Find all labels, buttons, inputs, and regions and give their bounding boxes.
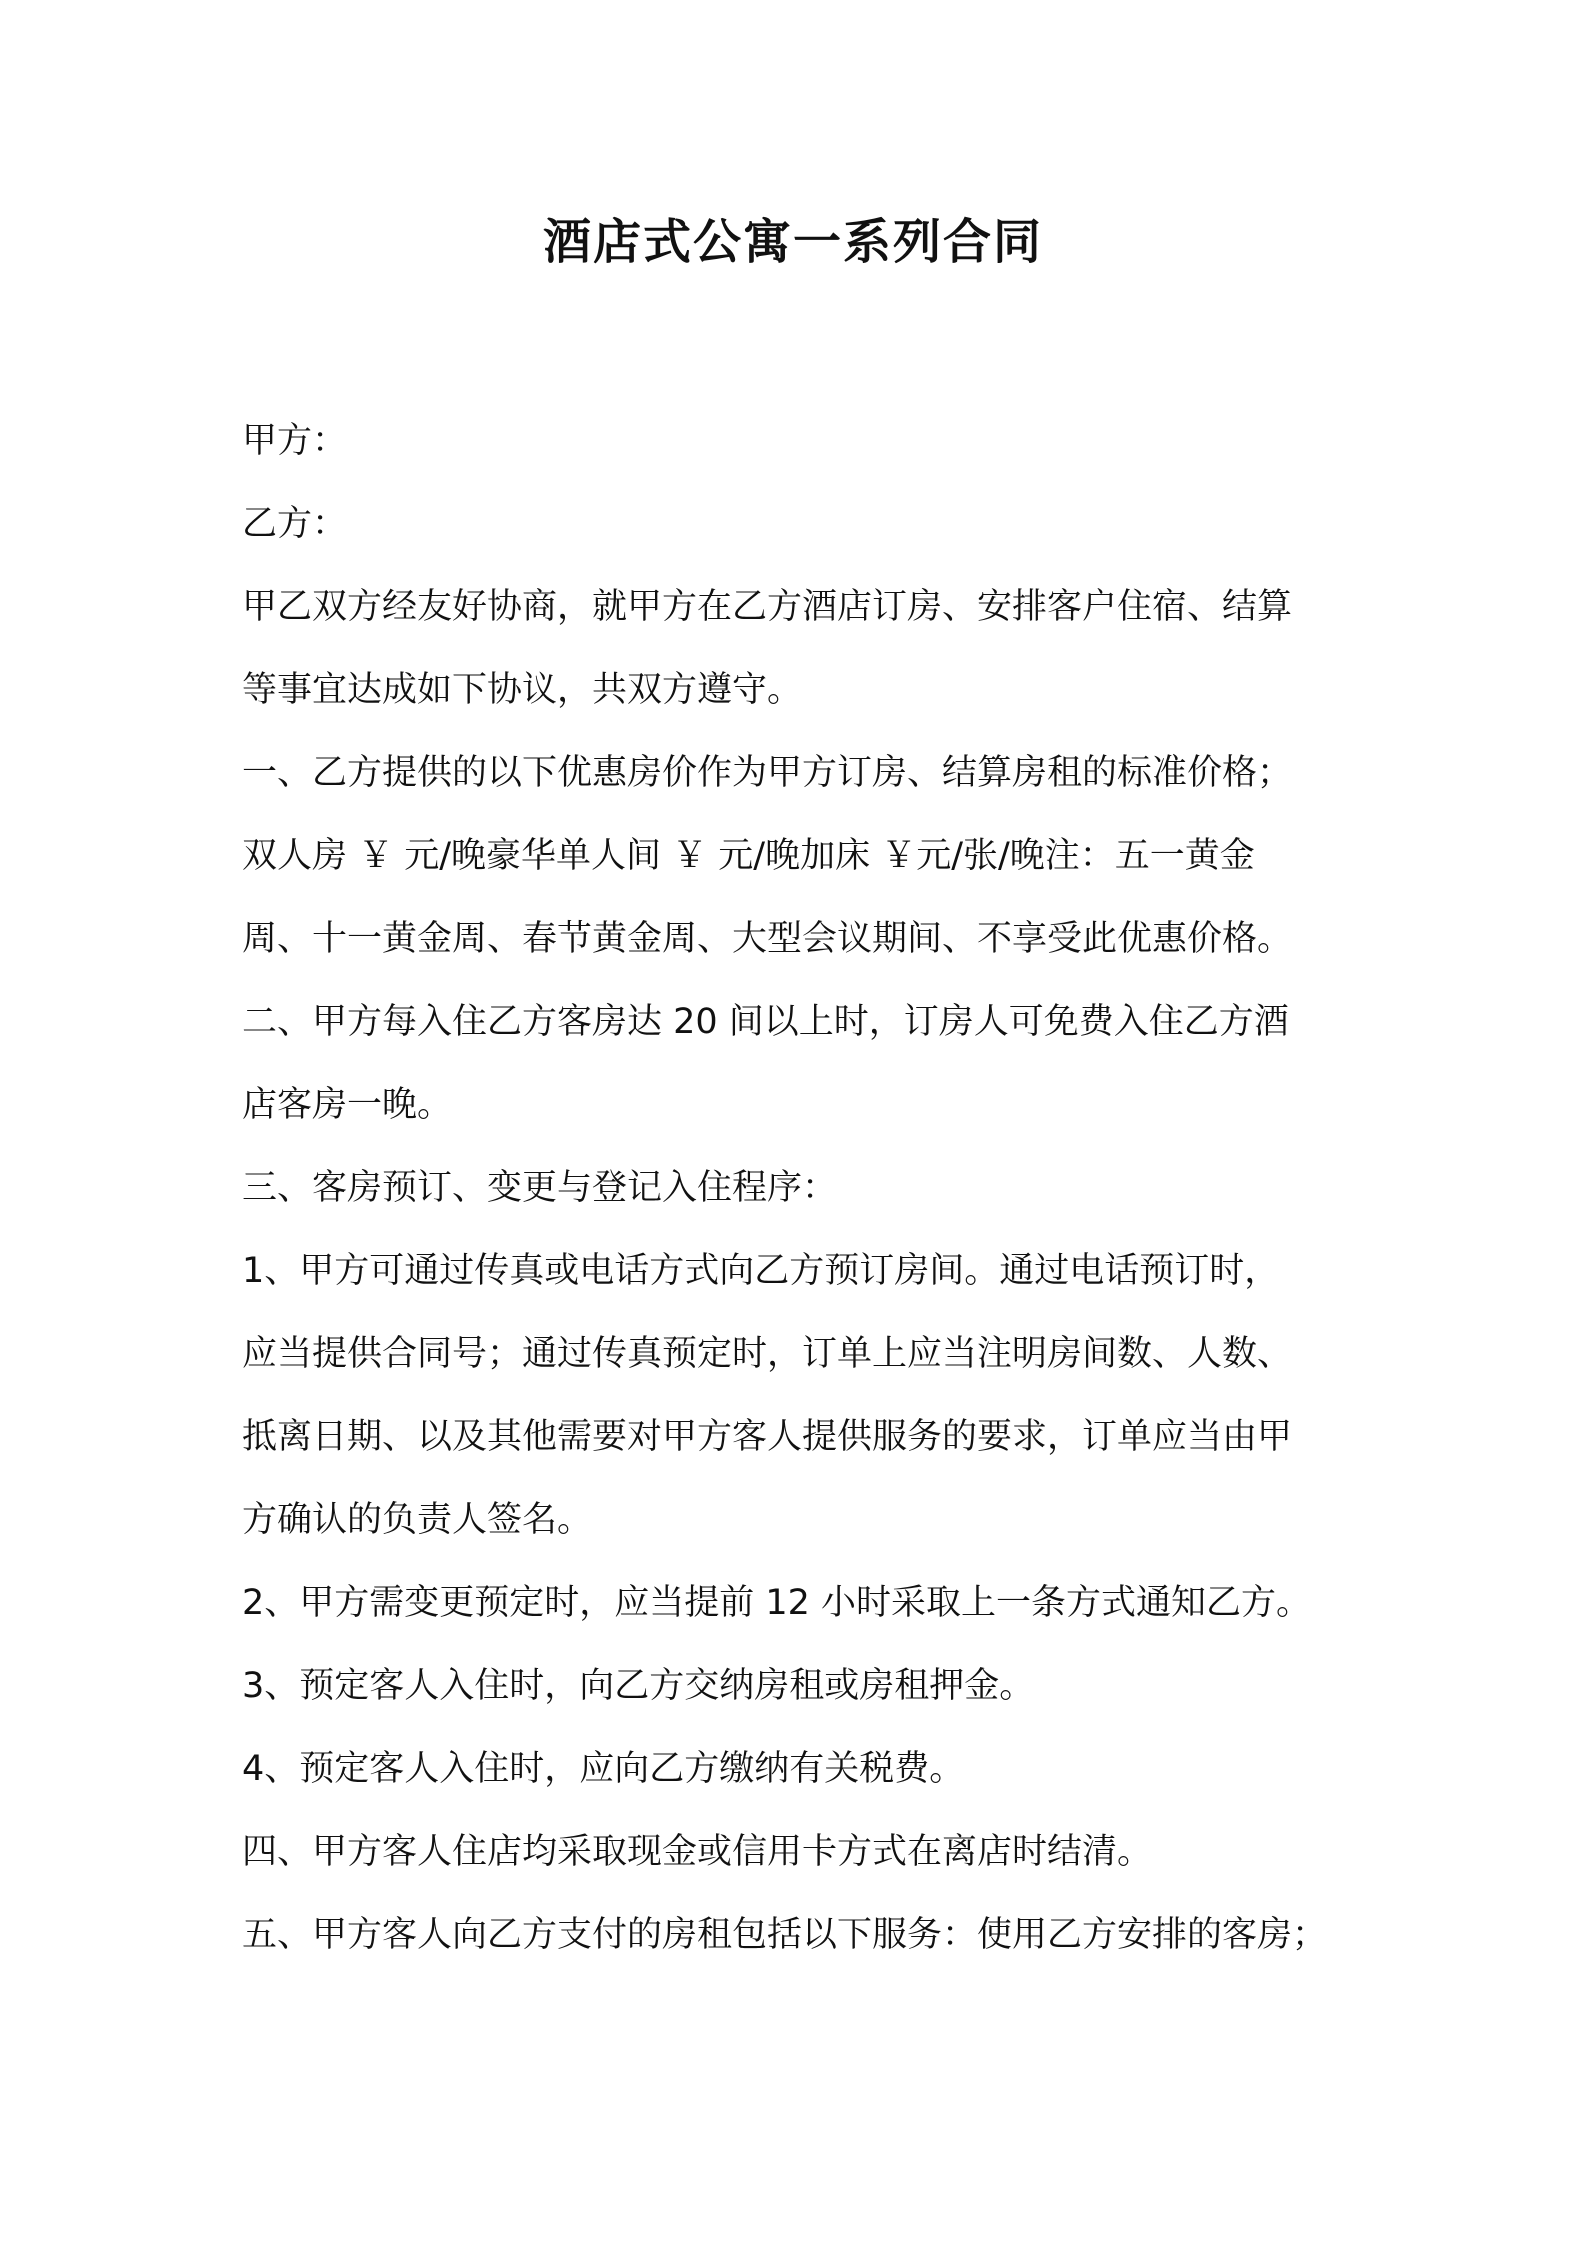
intro-line-1: 甲乙双方经友好协商，就甲方在乙方酒店订房、安排客户住宿、结算 — [242, 587, 1293, 627]
clause-2-line-1: 二、甲方每入住乙方客房达 20 间以上时，订房人可免费入住乙方酒 — [242, 1002, 1289, 1042]
clause-3-item-1-line-2: 应当提供合同号；通过传真预定时，订单上应当注明房间数、人数、 — [242, 1334, 1293, 1374]
clause-1-line-3: 周、十一黄金周、春节黄金周、大型会议期间、不享受此优惠价格。 — [242, 919, 1293, 959]
clause-3-item-3: 3、预定客人入住时，向乙方交纳房租或房租押金。 — [242, 1666, 1035, 1706]
intro-line-2: 等事宜达成如下协议，共双方遵守。 — [242, 670, 803, 710]
clause-1-line-2: 双人房 ￥ 元/晚豪华单人间 ￥ 元/晚加床 ￥元/张/晚注：五一黄金 — [242, 836, 1255, 876]
document-body — [242, 400, 1362, 1977]
clause-3-item-4: 4、预定客人入住时，应向乙方缴纳有关税费。 — [242, 1749, 965, 1789]
document-title: 酒店式公寓一系列合同 — [542, 214, 1043, 270]
clause-3-item-2: 2、甲方需变更预定时，应当提前 12 小时采取上一条方式通知乙方。 — [242, 1583, 1312, 1623]
clause-1-line-1: 一、乙方提供的以下优惠房价作为甲方订房、结算房租的标准价格； — [242, 753, 1293, 793]
clause-3-heading: 三、客房预订、变更与登记入住程序： — [242, 1168, 838, 1208]
clause-3-item-1-line-4: 方确认的负责人签名。 — [242, 1500, 593, 1540]
party-b-line: 乙方： — [242, 504, 348, 544]
clause-5-line-1: 五、甲方客人向乙方支付的房租包括以下服务：使用乙方安排的客房； — [242, 1915, 1328, 1955]
clause-2-line-2: 店客房一晚。 — [242, 1085, 453, 1125]
party-a-line: 甲方： — [242, 421, 348, 461]
clause-3-item-1-line-3: 抵离日期、以及其他需要对甲方客人提供服务的要求，订单应当由甲 — [242, 1417, 1293, 1457]
clause-4: 四、甲方客人住店均采取现金或信用卡方式在离店时结清。 — [242, 1832, 1153, 1872]
clause-3-item-1-line-1: 1、甲方可通过传真或电话方式向乙方预订房间。通过电话预订时， — [242, 1251, 1280, 1291]
